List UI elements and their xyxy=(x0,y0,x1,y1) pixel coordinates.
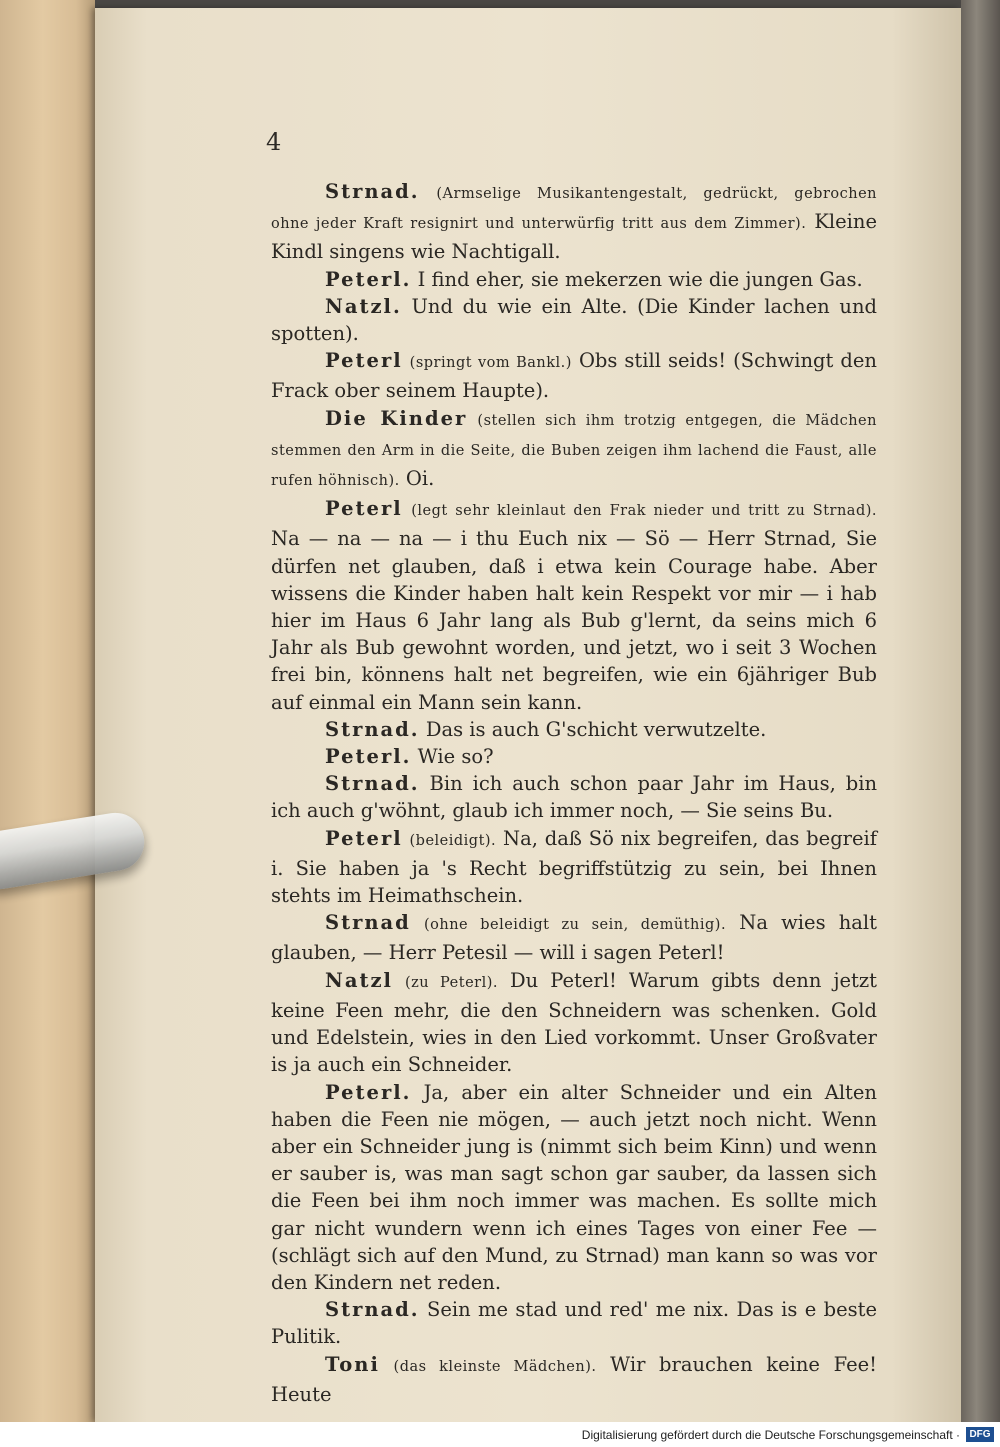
stage-direction: (beleidigt). xyxy=(409,832,497,849)
stage-direction: (legt sehr kleinlaut den Frak nieder und tritt zu Strnad). xyxy=(411,503,877,520)
dialogue-text: Na, daß Sö nix begreifen, das begreif i. Sie haben ja 's Recht begriffstützig zu sein, bei Ihnen stehts im Heimathschein. xyxy=(271,826,877,908)
dialogue-text: Und du wie ein Alte. (Die Kinder lachen und spotten). xyxy=(271,294,877,346)
dialogue-text: Du Peterl! Warum gibts denn jetzt keine Feen mehr, die den Schneidern was schenken. Gold und Edelstein, wies in den Lied vorkommt. Unser Großvater is ja auch ein Schneider. xyxy=(271,968,877,1077)
dialogue-paragraph xyxy=(271,293,877,347)
speaker-name: Peterl xyxy=(325,826,403,850)
stage-direction: (zu Peterl). xyxy=(404,974,498,991)
dialogue-text: Na — na — na — i thu Euch nix — Sö — Herr Strnad, Sie dürfen net glauben, daß i etwa kein Courage habe. Aber wissens die Kinder haben halt kein Respekt vor mir — i hab hier im Haus 6 Jahr lang als Bub g'lernt, da seins mich 6 Jahr als Bub gewohnt worden, und jetzt, wo i seit 3 Wochen frei bin, könnens halt net begreifen, wie ein 6jähriger Bub auf einmal ein Mann sein kann. xyxy=(271,527,877,714)
speaker-name: Strnad. xyxy=(325,772,420,796)
dialogue-paragraph xyxy=(271,743,877,770)
stage-direction: (ohne beleidigt zu sein, demüthig). xyxy=(423,917,727,934)
dialogue-text: Obs still seids! (Schwingt den Frack ober seinem Haupte). xyxy=(271,349,877,403)
book-cover-edge xyxy=(961,0,1000,1422)
stage-direction: (das kleinste Mädchen). xyxy=(393,1358,597,1375)
speaker-name: Strnad xyxy=(325,911,411,935)
speaker-name: Strnad. xyxy=(325,1298,420,1322)
stage-direction: (springt vom Bankl.) xyxy=(409,355,572,372)
page-edge-left xyxy=(0,0,95,1422)
speaker-name: Peterl. xyxy=(325,1080,412,1104)
speaker-name: Strnad. xyxy=(325,717,420,741)
stage-direction: (stellen sich ihm trotzig entgegen, die Mädchen stemmen den Arm in die Seite, die Buben zeigen ihm lachend die Faust, alle rufen höhnisch). xyxy=(271,412,877,490)
dialogue-text: Wir brauchen keine Fee! Heute xyxy=(271,1352,878,1406)
stage-direction: (Armselige Musikantengestalt, gedrückt, gebrochen ohne jeder Kraft resignirt und unterwürfig tritt aus dem Zimmer). xyxy=(271,186,877,233)
dialogue-paragraph xyxy=(271,1296,877,1350)
speaker-name: Peterl. xyxy=(325,745,412,769)
speaker-name: Natzl xyxy=(325,968,393,992)
speaker-name: Natzl. xyxy=(325,294,402,318)
dialogue-text: Das is auch G'schicht verwutzelte. xyxy=(425,717,767,741)
dialogue-paragraph xyxy=(271,178,877,266)
footer-credit: Digitalisierung gefördert durch die Deutsche Forschungsgemeinschaft · xyxy=(581,1428,960,1442)
page-number: 4 xyxy=(266,128,282,156)
dialogue-text: I find eher, sie mekerzen wie die jungen Gas. xyxy=(417,267,863,291)
speaker-name: Strnad. xyxy=(325,180,420,203)
dialogue-paragraph xyxy=(271,716,877,743)
dialogue-text: Bin ich auch schon paar Jahr im Haus, bin ich auch g'wöhnt, glaub ich immer noch, — Sie seins Bu. xyxy=(271,772,877,823)
dialogue-text: Kleine Kindl singens wie Nachtigall. xyxy=(271,210,878,264)
dialogue-text: Sein me stad und red' me nix. Das is e beste Pulitik. xyxy=(271,1298,877,1349)
dialogue-paragraph xyxy=(271,770,877,824)
dialogue-paragraph xyxy=(271,1079,877,1297)
dfg-logo: DFG xyxy=(966,1427,994,1442)
text-body xyxy=(271,178,877,1408)
dialogue-paragraph xyxy=(271,825,877,910)
speaker-name: Peterl xyxy=(325,497,403,521)
dialogue-text: Oi. xyxy=(405,467,435,491)
speaker-name: Die Kinder xyxy=(325,406,468,430)
dialogue-paragraph xyxy=(271,1351,877,1408)
speaker-name: Toni xyxy=(325,1352,380,1376)
dialogue-text: Wie so? xyxy=(417,745,494,769)
speaker-name: Peterl xyxy=(325,349,403,373)
dialogue-paragraph xyxy=(271,405,877,496)
dialogue-text: Na wies halt glauben, — Herr Petesil — will i sagen Peterl! xyxy=(271,911,878,965)
dialogue-paragraph xyxy=(271,495,877,716)
dialogue-paragraph xyxy=(271,266,877,293)
speaker-name: Peterl. xyxy=(325,267,412,291)
dialogue-paragraph xyxy=(271,909,877,966)
dialogue-text: Ja, aber ein alter Schneider und ein Alten haben die Feen nie mögen, — auch jetzt noch nicht. Wenn aber ein Schneider jung is (nimmt sich beim Kinn) und wenn er sauber is, was man sagt schon gar sauber, da lassen sich die Feen bei ihm noch immer was machen. Es sollte mich gar nicht wundern wenn ich eines Tages von einer Fee — (schlägt sich auf den Mund, zu Strnad) man kann so was vor den Kindern net reden. xyxy=(271,1080,877,1294)
dialogue-paragraph xyxy=(271,967,877,1079)
dialogue-paragraph xyxy=(271,347,877,404)
